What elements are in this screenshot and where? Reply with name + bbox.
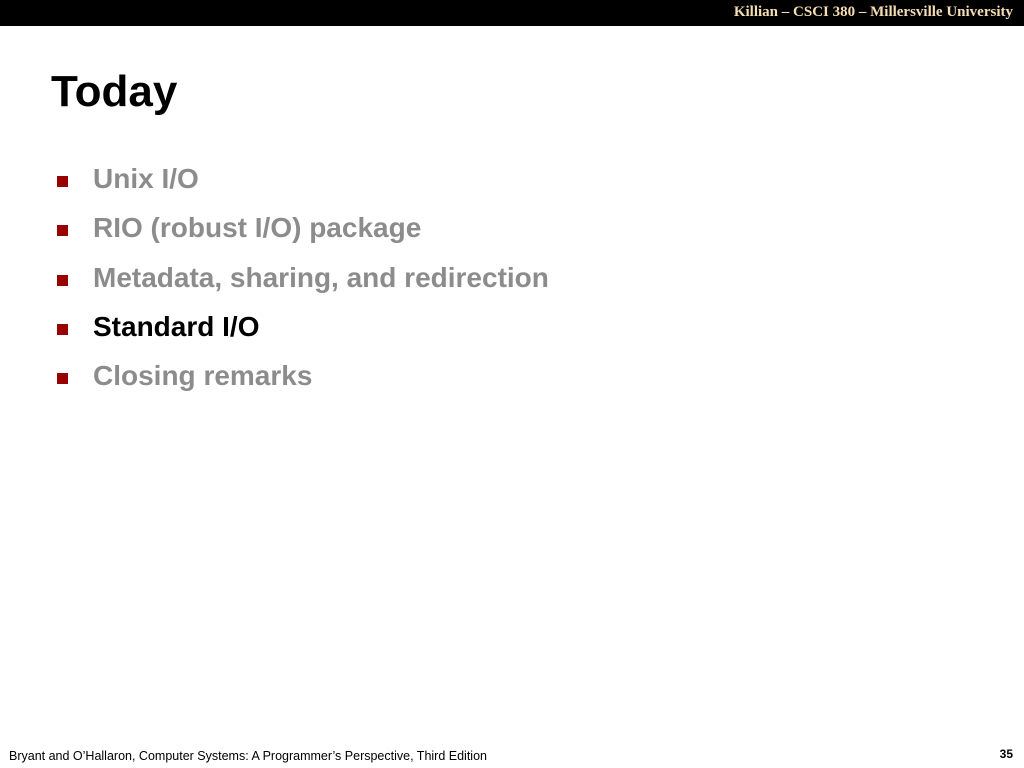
- footer-citation: Bryant and O’Hallaron, Computer Systems: A Programmer’s Perspective, Third Edition: [9, 749, 487, 763]
- agenda-item-closing-remarks: [0, 352, 1024, 401]
- agenda-item-label: Unix I/O: [93, 163, 199, 194]
- bullet-square-icon: [57, 176, 68, 187]
- page-number: 35: [999, 747, 1013, 761]
- bullet-square-icon: [57, 324, 68, 335]
- agenda-item-label: Closing remarks: [93, 360, 313, 392]
- agenda-list: [0, 155, 1024, 401]
- course-banner-text: Killian – CSCI 380 – Millersville University: [733, 4, 1013, 20]
- header-banner: [0, 0, 1024, 26]
- agenda-item-unix-io: [0, 155, 1024, 204]
- bullet-square-icon: [57, 373, 68, 384]
- slide-title: Today: [51, 67, 178, 116]
- agenda-item-label: RIO (robust I/O) package: [93, 212, 422, 244]
- agenda-item-rio-package: [0, 204, 1024, 253]
- agenda-item-standard-io: [0, 303, 1024, 352]
- agenda-item-metadata: [0, 254, 1024, 303]
- agenda-item-label-current: Standard I/O: [93, 310, 260, 342]
- bullet-square-icon: [57, 225, 68, 236]
- agenda-item-label: Metadata, sharing, and redirection: [93, 261, 549, 293]
- bullet-square-icon: [57, 275, 68, 286]
